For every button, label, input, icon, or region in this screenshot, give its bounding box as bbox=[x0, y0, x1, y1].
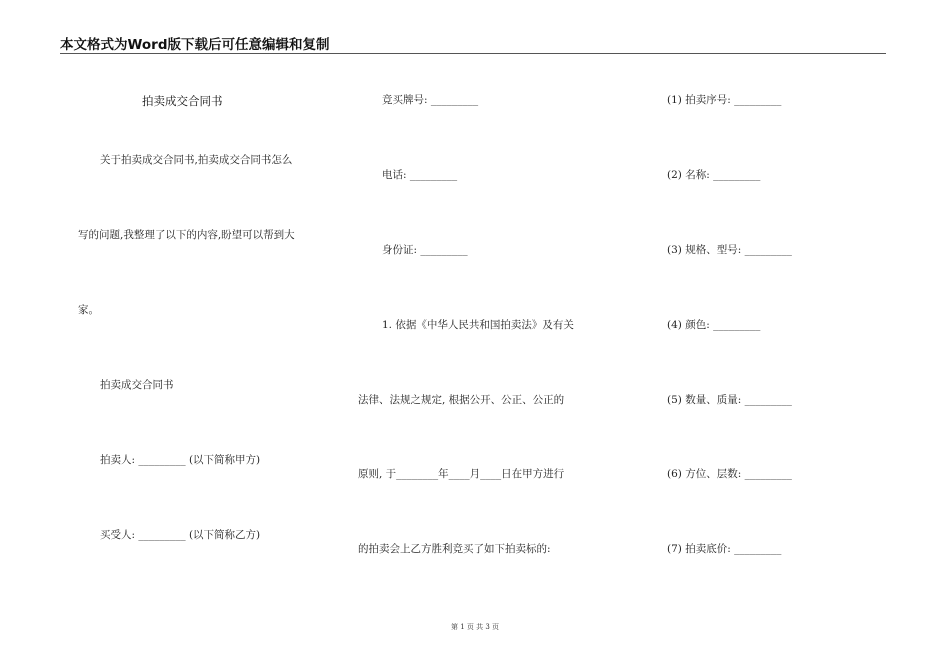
header-divider bbox=[60, 53, 886, 54]
auctioneer-field: 拍卖人: _________ (以下简称甲方) bbox=[100, 454, 261, 466]
reserve-price-field: (7) 拍卖底价: _________ bbox=[667, 543, 782, 555]
clause-1-line-2: 法律、法规之规定, 根据公开、公正、公正的 bbox=[358, 394, 565, 406]
document-title: 拍卖成交合同书 bbox=[142, 94, 223, 108]
intro-line-3: 家。 bbox=[78, 304, 99, 316]
clause-1-line-4: 的拍卖会上乙方胜利竞买了如下拍卖标的: bbox=[358, 543, 551, 555]
clause-1-line-3: 原则, 于________年____月____日在甲方进行 bbox=[358, 468, 565, 480]
page-indicator: 第 1 页 共 3 页 bbox=[450, 623, 500, 631]
item-name-field: (2) 名称: _________ bbox=[667, 169, 761, 181]
buyer-field: 买受人: _________ (以下简称乙方) bbox=[100, 529, 261, 541]
phone-field: 电话: _________ bbox=[382, 169, 458, 181]
bid-number-field: 竞买牌号: _________ bbox=[382, 94, 479, 106]
clause-1-line-1: 1. 依据《中华人民共和国拍卖法》及有关 bbox=[382, 319, 574, 331]
header-banner: 本文格式为Word版下载后可任意编辑和复制 bbox=[60, 37, 330, 53]
spec-model-field: (3) 规格、型号: _________ bbox=[667, 244, 792, 256]
quantity-quality-field: (5) 数量、质量: _________ bbox=[667, 394, 792, 406]
color-field: (4) 颜色: _________ bbox=[667, 319, 761, 331]
lot-number-field: (1) 拍卖序号: _________ bbox=[667, 94, 782, 106]
intro-line-1: 关于拍卖成交合同书,拍卖成交合同书怎么 bbox=[100, 154, 293, 166]
section-subtitle: 拍卖成交合同书 bbox=[100, 379, 174, 391]
intro-line-2: 写的问题,我整理了以下的内容,盼望可以帮到大 bbox=[78, 229, 295, 241]
id-card-field: 身份证: _________ bbox=[382, 244, 468, 256]
orientation-floor-field: (6) 方位、层数: _________ bbox=[667, 468, 792, 480]
